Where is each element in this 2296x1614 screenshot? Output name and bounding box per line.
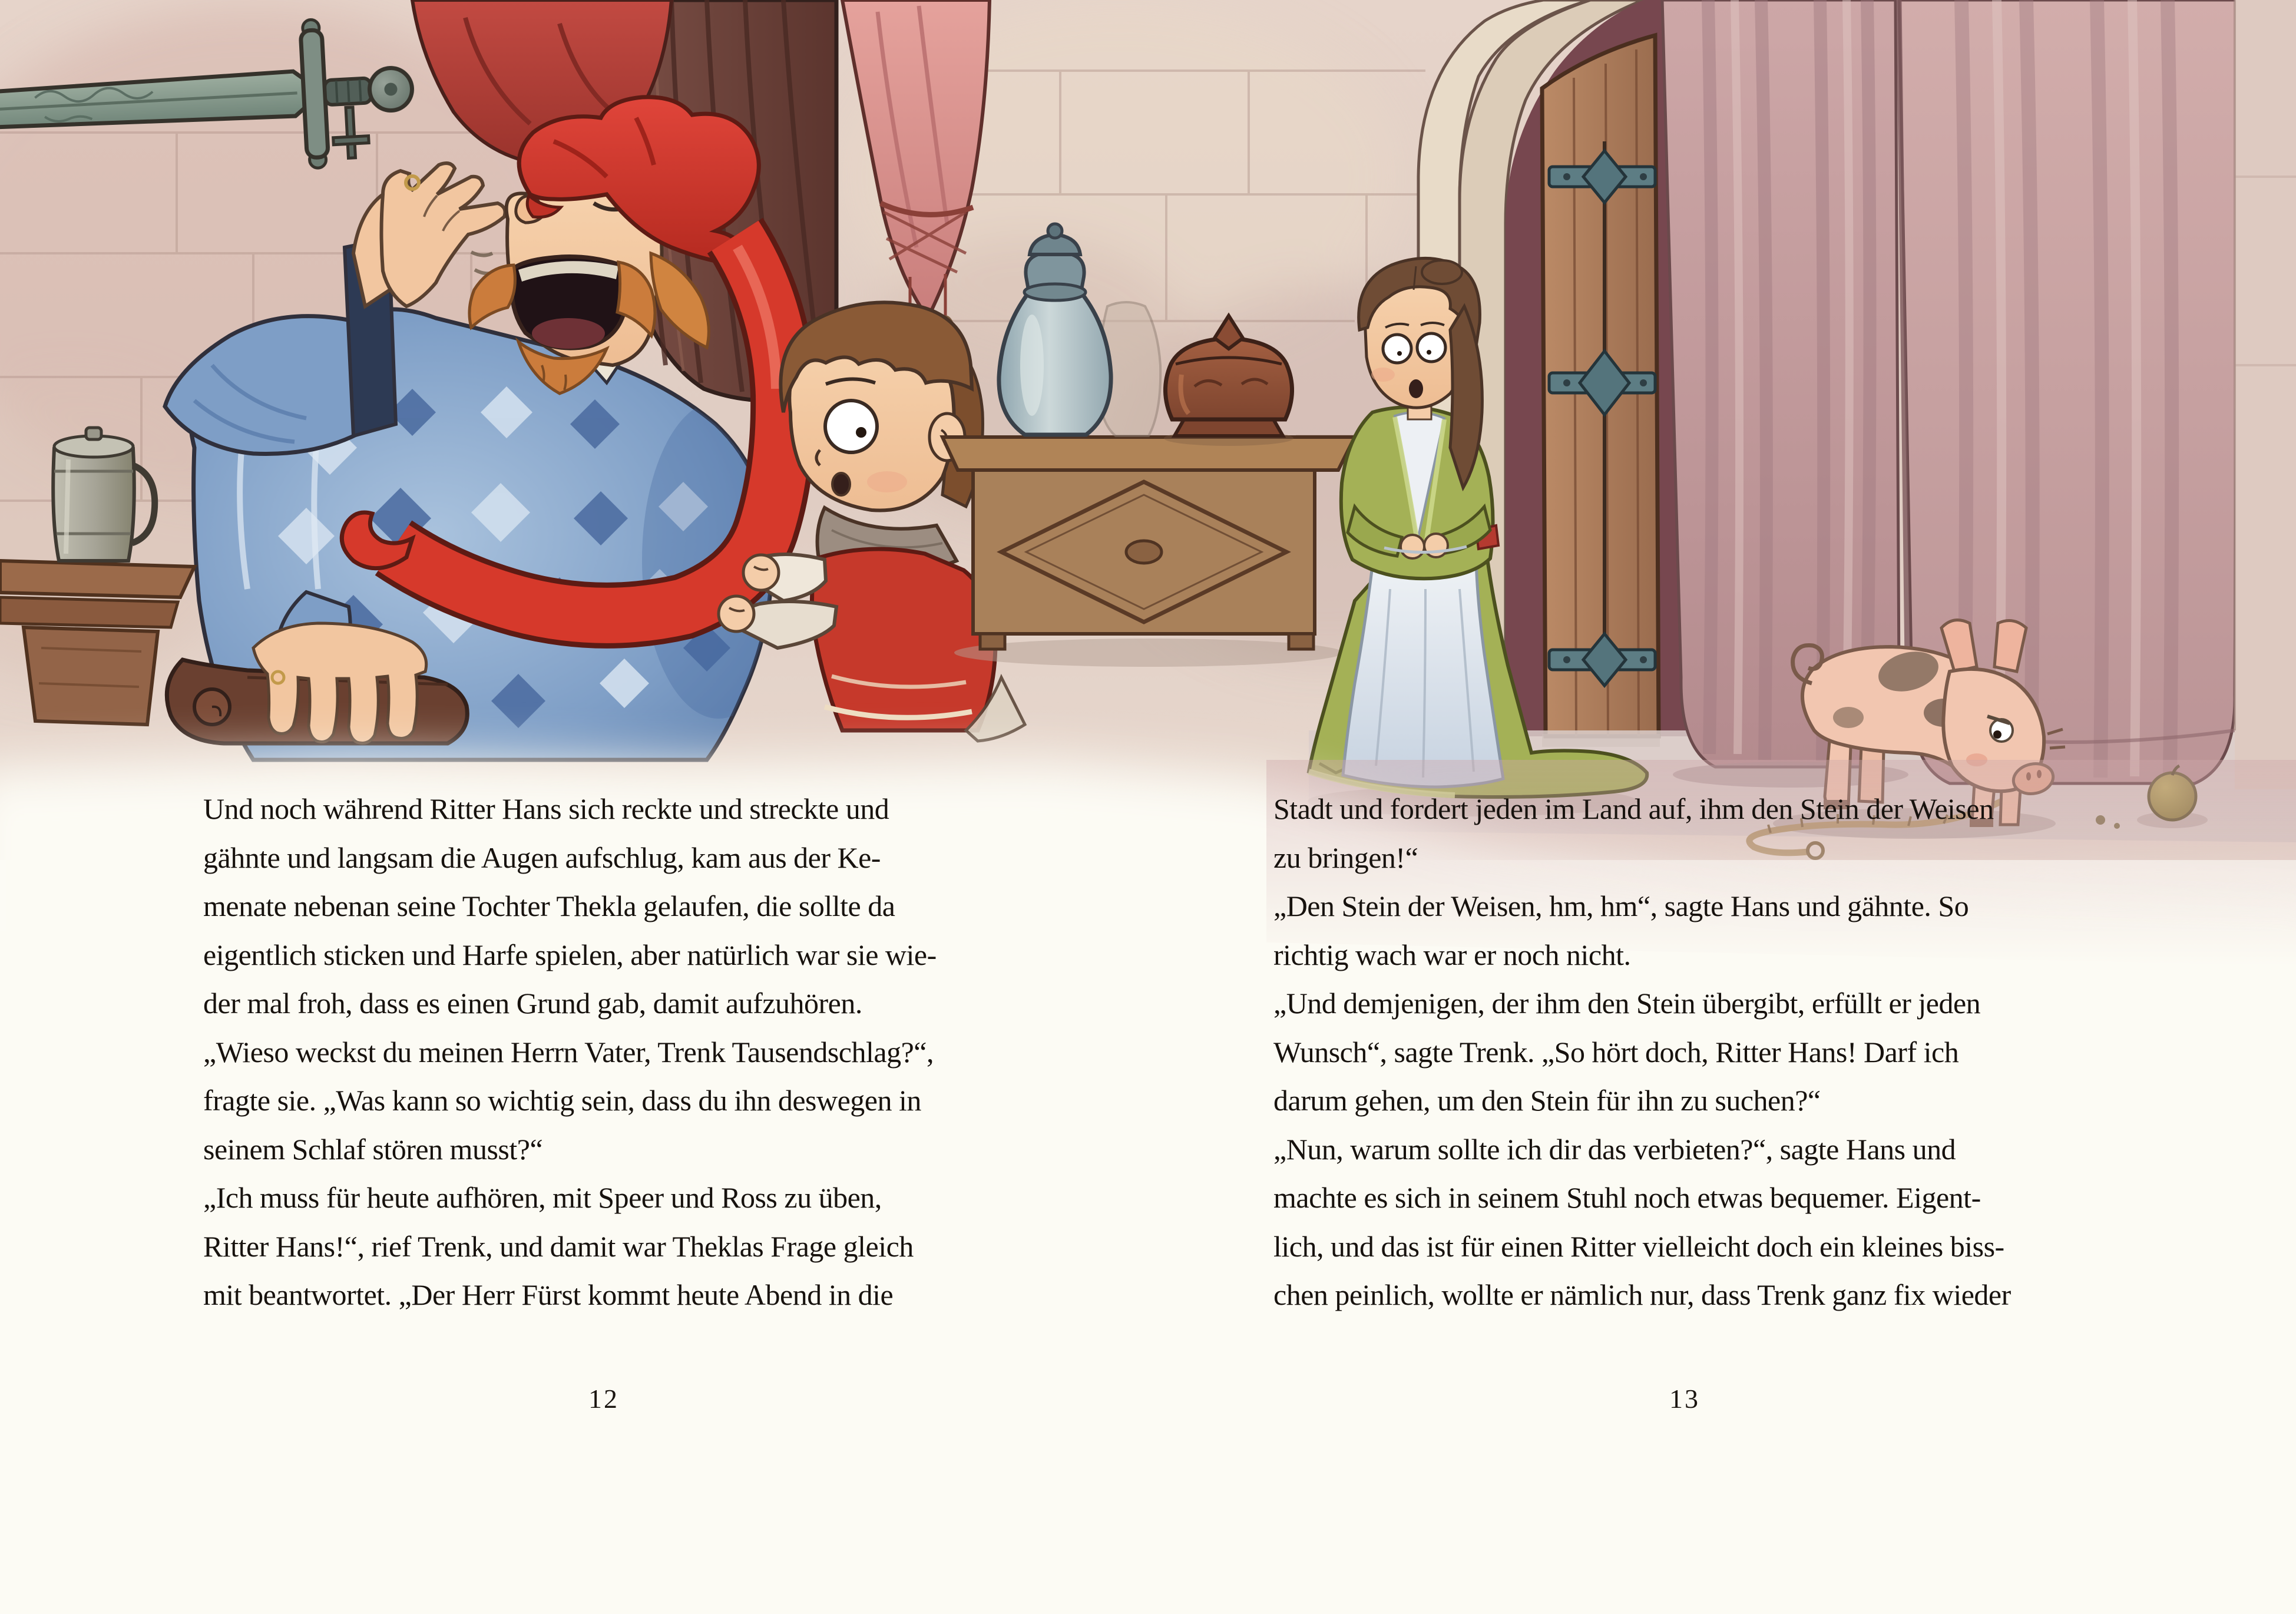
page-number-right: 13 bbox=[1669, 1384, 1700, 1414]
boy-vest bbox=[812, 549, 995, 730]
text-line: „Den Stein der Weisen, hm, hm“, sagte Hans und gähnte. So bbox=[1273, 889, 1969, 922]
girl-hand-2 bbox=[1424, 534, 1448, 557]
girl-eye-left bbox=[1383, 335, 1411, 363]
boy-hand-2 bbox=[719, 596, 754, 631]
text-line: Und noch während Ritter Hans sich reckte und streckte und bbox=[203, 792, 889, 825]
text-line: machte es sich in seinem Stuhl noch etwas bequemer. Eigent- bbox=[1273, 1181, 1981, 1214]
page-left-text bbox=[203, 785, 1040, 1319]
page-right-text bbox=[1273, 785, 2110, 1319]
text-line: zu bringen!“ bbox=[1273, 841, 1418, 874]
text-line: seinem Schlaf stören musst?“ bbox=[203, 1132, 543, 1166]
text-line: eigentlich sticken und Harfe spielen, aber natürlich war sie wie- bbox=[203, 938, 937, 971]
girl-mouth bbox=[1409, 379, 1423, 398]
text-line: fragte sie. „Was kann so wichtig sein, dass du ihn deswegen in bbox=[203, 1084, 921, 1117]
girl-eye-right bbox=[1417, 333, 1445, 362]
text-line: Wunsch“, sagte Trenk. „So hört doch, Ritter Hans! Darf ich bbox=[1273, 1035, 1959, 1069]
text-line: „Und demjenigen, der ihm den Stein übergibt, erfüllt er jeden bbox=[1273, 987, 1981, 1020]
text-line: lich, und das ist für einen Ritter vielleicht doch ein kleines biss- bbox=[1273, 1229, 2004, 1263]
text-line: mit beantwortet. „Der Herr Fürst kommt heute Abend in die bbox=[203, 1278, 894, 1311]
text-line: chen peinlich, wollte er nämlich nur, dass Trenk ganz fix wieder bbox=[1273, 1278, 2011, 1311]
text-line: richtig wach war er noch nicht. bbox=[1273, 938, 1631, 971]
text-line: darum gehen, um den Stein für ihn zu suchen?“ bbox=[1273, 1084, 1821, 1117]
boy-eye bbox=[825, 401, 877, 452]
text-line: Stadt und fordert jeden im Land auf, ihm den Stein der Weisen bbox=[1273, 792, 1994, 825]
boy-mouth bbox=[832, 473, 850, 495]
boy-hand-1 bbox=[743, 555, 779, 590]
girl-hand-1 bbox=[1401, 535, 1424, 558]
text-line: der mal froh, dass es einen Grund gab, damit aufzuhören. bbox=[203, 987, 862, 1020]
text-line: „Wieso weckst du meinen Herrn Vater, Trenk Tausendschlag?“, bbox=[203, 1035, 934, 1069]
sideboard bbox=[942, 437, 1355, 667]
page-number-left: 12 bbox=[588, 1384, 619, 1414]
text-line: Ritter Hans!“, rief Trenk, und damit war Theklas Frage gleich bbox=[203, 1229, 914, 1263]
text-line: menate nebenan seine Tochter Thekla gelaufen, die sollte da bbox=[203, 889, 895, 922]
text-line: gähnte und langsam die Augen aufschlug, kam aus der Ke- bbox=[203, 841, 881, 874]
text-line: „Ich muss für heute aufhören, mit Speer und Ross zu üben, bbox=[203, 1181, 882, 1214]
text-line: „Nun, warum sollte ich dir das verbieten?“, sagte Hans und bbox=[1273, 1132, 1956, 1166]
